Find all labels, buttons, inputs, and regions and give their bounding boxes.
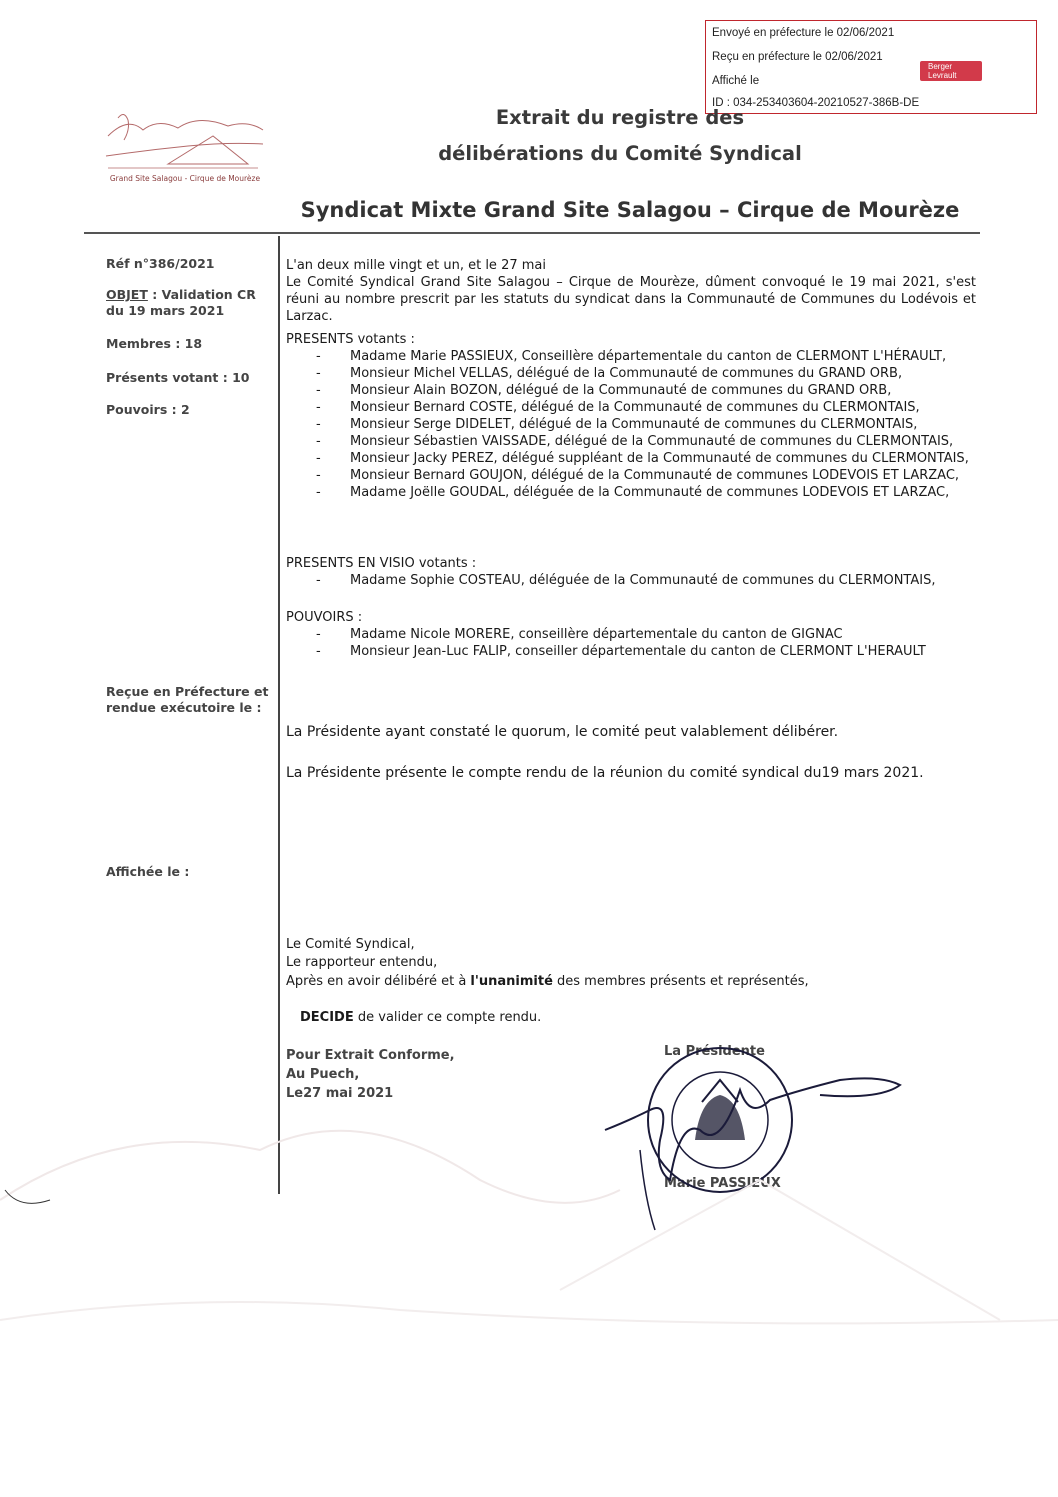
bullet-dash: - (316, 417, 321, 432)
prefecture-posted: Affiché le (712, 75, 760, 87)
presents-section (286, 331, 976, 501)
header-title-line2: délibérations du Comité Syndical (438, 142, 802, 165)
received-executory-label: Reçue en Préfecture et rendue exécutoire le : (106, 684, 269, 715)
presents-item: - Monsieur Sébastien VAISSADE, délégué de la Communauté de communes du CLERMONTAIS, (316, 434, 954, 449)
bullet-dash: - (316, 644, 321, 659)
presents-item: - Monsieur Jacky PEREZ, délégué suppléant de la Communauté de communes du CLERMONTAIS, (316, 451, 969, 466)
committee-line1: Le Comité Syndical, (286, 937, 415, 952)
visio-item: - Madame Sophie COSTEAU, déléguée de la Communauté de communes du CLERMONTAIS, (316, 573, 936, 588)
prefecture-received: Reçu en préfecture le 02/06/2021 (712, 51, 883, 63)
signoff-line1: Pour Extrait Conforme, (286, 1048, 455, 1063)
president-title: La Présidente (664, 1044, 765, 1059)
background-watermark (0, 1060, 1058, 1480)
prefecture-id: ID : 034-253403604-20210527-386B-DE (712, 97, 920, 109)
presents-item: - Monsieur Bernard COSTE, délégué de la Communauté de communes du CLERMONTAIS, (316, 400, 920, 415)
presents-item: - Monsieur Alain BOZON, délégué de la Communauté de communes du GRAND ORB, (316, 383, 892, 398)
presents-item: - Monsieur Michel VELLAS, délégué de la Communauté de communes du GRAND ORB, (316, 366, 903, 381)
bullet-dash: - (316, 573, 321, 588)
header-divider (84, 232, 980, 234)
bullet-dash: - (316, 434, 321, 449)
bullet-dash: - (316, 383, 321, 398)
visio-list (286, 572, 976, 589)
bullet-dash: - (316, 366, 321, 381)
bullet-dash: - (316, 451, 321, 466)
posted-label: Affichée le : (106, 864, 190, 879)
prefecture-stamp (705, 20, 1037, 114)
header-title-line1: Extrait du registre des (495, 106, 745, 129)
bullet-dash: - (316, 627, 321, 642)
objet-label: OBJET : Validation CR du 19 mars 2021 (106, 287, 256, 318)
powers-count: Pouvoirs : 2 (106, 402, 190, 417)
column-divider (278, 236, 280, 1194)
signoff-line2: Au Puech, (286, 1067, 360, 1082)
president-name: Marie PASSIEUX (664, 1176, 781, 1191)
powers-item: - Monsieur Jean-Luc FALIP, conseiller départementale du canton de CLERMONT L'HERAULT (316, 644, 926, 659)
berger-levrault-logo: Berger Levrault (920, 61, 982, 81)
presents-list (286, 348, 976, 501)
powers-list (286, 626, 976, 660)
logo-caption: Grand Site Salagou - Cirque de Mourèze (109, 174, 261, 183)
visio-heading: PRESENTS EN VISIO votants : (286, 556, 477, 571)
bullet-dash: - (316, 468, 321, 483)
ref-number: Réf n°386/2021 (106, 256, 215, 271)
visio-section (286, 555, 976, 589)
intro-date: L'an deux mille vingt et un, et le 27 mai (286, 258, 546, 273)
powers-item: - Madame Nicole MORERE, conseillère départementale du canton de GIGNAC (316, 627, 843, 642)
header-title-line3: Syndicat Mixte Grand Site Salagou – Cirque de Mourèze (300, 198, 960, 222)
committee-line2: Le rapporteur entendu, (286, 955, 438, 970)
presents-item: - Madame Joëlle GOUDAL, déléguée de la Communauté de communes LODEVOIS ET LARZAC, (316, 485, 950, 500)
prefecture-sent: Envoyé en préfecture le 02/06/2021 (712, 27, 895, 39)
present-voting-count: Présents votant : 10 (106, 370, 250, 385)
presents-heading: PRESENTS votants : (286, 332, 415, 347)
bullet-dash: - (316, 400, 321, 415)
members-count: Membres : 18 (106, 336, 203, 351)
presentation-statement: La Présidente présente le compte rendu de la réunion du comité syndical du19 mars 2021. (286, 765, 924, 781)
signoff-line3: Le27 mai 2021 (286, 1086, 394, 1101)
presents-item: - Monsieur Serge DIDELET, délégué de la Communauté de communes du CLERMONTAIS, (316, 417, 918, 432)
bullet-dash: - (316, 485, 321, 500)
quorum-statement: La Présidente ayant constaté le quorum, le comité peut valablement délibérer. (286, 724, 839, 740)
presents-item: - Madame Marie PASSIEUX, Conseillère départementale du canton de CLERMONT L'HÉRAULT, (316, 349, 947, 364)
committee-line3: Après en avoir délibéré et à l'unanimité des membres présents et représentés, (286, 974, 809, 989)
presents-item: - Monsieur Bernard GOUJON, délégué de la Communauté de communes LODEVOIS ET LARZAC, (316, 468, 960, 483)
intro-convocation: Le Comité Syndical Grand Site Salagou – Cirque de Mourèze, dûment convoqué le 19 mai 2021, s'est réuni au nombre prescrit par les statuts du syndicat dans la Communauté de Communes du Lodévois et Larzac. (286, 275, 976, 324)
decision: DECIDE de valider ce compte rendu. (300, 1010, 542, 1025)
powers-heading: POUVOIRS : (286, 610, 363, 625)
powers-section (286, 609, 976, 660)
bullet-dash: - (316, 349, 321, 364)
